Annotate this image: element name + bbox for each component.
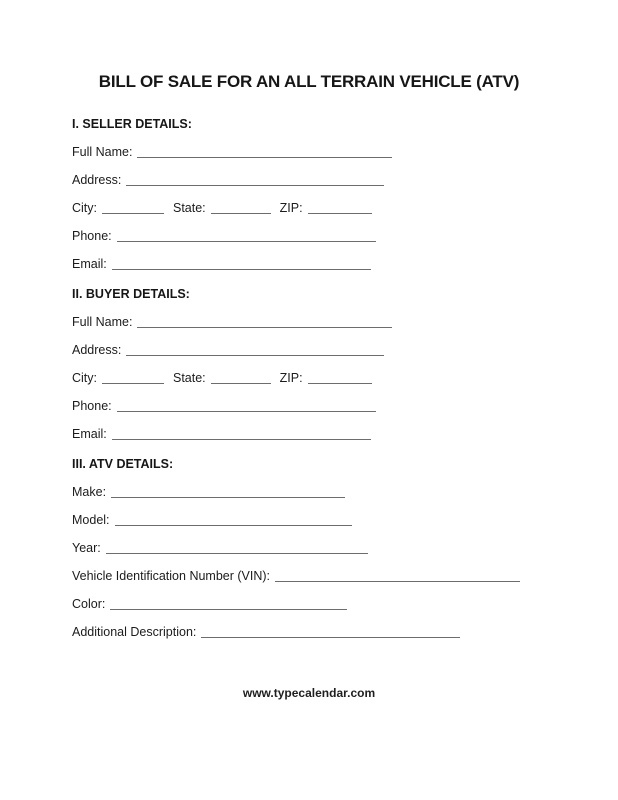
seller-phone-label: Phone:: [72, 229, 112, 243]
field-seller-address: [72, 174, 384, 187]
field-atv-year: [72, 542, 368, 555]
buyer-phone-label: Phone:: [72, 399, 112, 413]
seller-address-label: Address:: [72, 173, 122, 187]
field-seller-full-name: [72, 146, 392, 159]
buyer-zip-blank[interactable]: [308, 372, 372, 384]
form-content: [72, 118, 618, 639]
atv-additional-description-label: Additional Description:: [72, 625, 197, 639]
buyer-state-group: [173, 372, 271, 385]
atv-make-label: Make:: [72, 485, 107, 499]
buyer-zip-group: [280, 372, 372, 385]
atv-year-blank[interactable]: [106, 542, 368, 554]
document-title: BILL OF SALE FOR AN ALL TERRAIN VEHICLE (ATV): [98, 72, 520, 91]
buyer-city-group: [72, 372, 164, 385]
seller-zip-group: [280, 202, 372, 215]
atv-vin-blank[interactable]: [275, 570, 520, 582]
buyer-state-label: State:: [173, 371, 206, 385]
buyer-email-blank[interactable]: [112, 428, 371, 440]
atv-make-blank[interactable]: [111, 486, 345, 498]
seller-phone-blank[interactable]: [117, 230, 376, 242]
footer-url: www.typecalendar.com: [242, 686, 376, 700]
buyer-state-blank[interactable]: [211, 372, 271, 384]
field-buyer-address: [72, 344, 384, 357]
seller-city-group: [72, 202, 164, 215]
seller-email-blank[interactable]: [112, 258, 371, 270]
buyer-address-label: Address:: [72, 343, 122, 357]
buyer-full-name-label: Full Name:: [72, 315, 133, 329]
field-seller-city-state-zip: [72, 202, 618, 215]
seller-city-label: City:: [72, 201, 97, 215]
seller-full-name-blank[interactable]: [137, 146, 392, 158]
seller-zip-blank[interactable]: [308, 202, 372, 214]
field-atv-color: [72, 598, 347, 611]
field-atv-make: [72, 486, 345, 499]
buyer-address-blank[interactable]: [126, 344, 384, 356]
seller-full-name-label: Full Name:: [72, 145, 133, 159]
seller-city-blank[interactable]: [102, 202, 164, 214]
field-atv-model: [72, 514, 352, 527]
seller-state-blank[interactable]: [211, 202, 271, 214]
buyer-phone-blank[interactable]: [117, 400, 376, 412]
field-atv-vin: [72, 570, 520, 583]
buyer-full-name-blank[interactable]: [137, 316, 392, 328]
buyer-city-blank[interactable]: [102, 372, 164, 384]
atv-additional-description-blank[interactable]: [201, 626, 460, 638]
atv-model-label: Model:: [72, 513, 110, 527]
buyer-email-label: Email:: [72, 427, 107, 441]
field-buyer-phone: [72, 400, 376, 413]
field-atv-additional-description: [72, 626, 460, 639]
field-buyer-city-state-zip: [72, 372, 618, 385]
seller-zip-label: ZIP:: [279, 201, 303, 215]
section-heading-atv: III. ATV DETAILS:: [72, 457, 174, 471]
field-buyer-full-name: [72, 316, 392, 329]
field-buyer-email: [72, 428, 371, 441]
atv-color-blank[interactable]: [110, 598, 347, 610]
seller-address-blank[interactable]: [126, 174, 384, 186]
buyer-zip-label: ZIP:: [279, 371, 303, 385]
field-seller-email: [72, 258, 371, 271]
section-heading-buyer: II. BUYER DETAILS:: [72, 287, 190, 301]
atv-year-label: Year:: [72, 541, 101, 555]
buyer-city-label: City:: [72, 371, 97, 385]
seller-email-label: Email:: [72, 257, 107, 271]
atv-model-blank[interactable]: [115, 514, 352, 526]
seller-state-group: [173, 202, 271, 215]
seller-state-label: State:: [173, 201, 206, 215]
field-seller-phone: [72, 230, 376, 243]
atv-vin-label: Vehicle Identification Number (VIN):: [72, 569, 271, 583]
section-heading-seller: I. SELLER DETAILS:: [72, 117, 192, 131]
atv-color-label: Color:: [72, 597, 106, 611]
